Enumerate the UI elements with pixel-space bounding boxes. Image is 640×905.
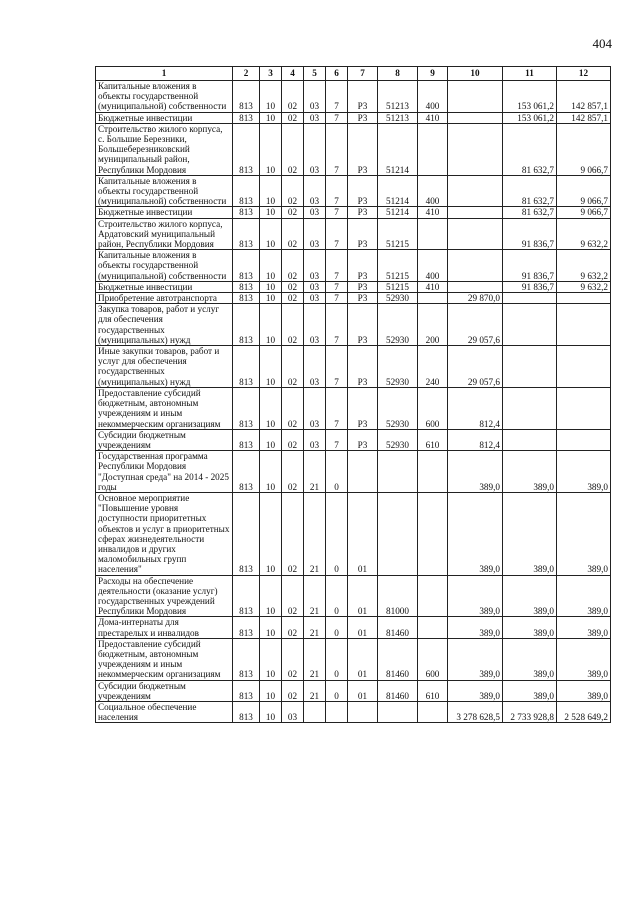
- table-row: [96, 701, 611, 722]
- cell-program: 03: [304, 123, 326, 175]
- cell-direction: 52930: [378, 293, 418, 304]
- cell-direction: 81460: [378, 638, 418, 680]
- cell-amount-3: 389,0: [557, 575, 611, 617]
- cell-subsection: 02: [282, 218, 304, 250]
- cell-section: 10: [260, 492, 282, 575]
- cell-subsection: 02: [282, 492, 304, 575]
- cell-amount-3: 9 066,7: [557, 123, 611, 175]
- cell-amount-1: [448, 81, 503, 113]
- cell-amount-2: [503, 346, 557, 388]
- cell-amount-1: 29 057,6: [448, 304, 503, 346]
- cell-expense-type: [418, 617, 448, 638]
- row-description: Расходы на обеспечение деятельности (оказание услуг) государственных учреждений Республики Мордовия: [96, 575, 233, 617]
- cell-section: 10: [260, 451, 282, 493]
- cell-amount-3: 389,0: [557, 492, 611, 575]
- cell-direction: 51214: [378, 123, 418, 175]
- cell-ministry-code: 813: [233, 250, 260, 282]
- cell-event: 01: [348, 638, 378, 680]
- cell-direction: 51215: [378, 250, 418, 282]
- cell-section: 10: [260, 207, 282, 218]
- cell-amount-3: 142 857,1: [557, 81, 611, 113]
- cell-amount-2: [503, 293, 557, 304]
- cell-amount-1: [448, 218, 503, 250]
- header-cell: 6: [326, 67, 348, 81]
- cell-expense-type: 200: [418, 304, 448, 346]
- row-description: Приобретение автотранспорта: [96, 293, 233, 304]
- row-description: Бюджетные инвестиции: [96, 112, 233, 123]
- table-row: [96, 346, 611, 388]
- cell-subprogram: 7: [326, 218, 348, 250]
- cell-amount-2: 2 733 928,8: [503, 701, 557, 722]
- cell-expense-type: 600: [418, 387, 448, 429]
- cell-amount-2: [503, 387, 557, 429]
- cell-subprogram: 7: [326, 112, 348, 123]
- cell-section: 10: [260, 112, 282, 123]
- cell-amount-1: 812,4: [448, 387, 503, 429]
- row-description: Субсидии бюджетным учреждениям: [96, 680, 233, 701]
- table-row: [96, 680, 611, 701]
- cell-amount-1: 389,0: [448, 638, 503, 680]
- cell-subsection: 02: [282, 429, 304, 450]
- cell-amount-3: 9 066,7: [557, 207, 611, 218]
- cell-amount-2: 389,0: [503, 680, 557, 701]
- cell-direction: 51213: [378, 112, 418, 123]
- row-description: Дома-интернаты для престарелых и инвалидов: [96, 617, 233, 638]
- cell-ministry-code: 813: [233, 617, 260, 638]
- cell-ministry-code: 813: [233, 575, 260, 617]
- cell-subprogram: 7: [326, 304, 348, 346]
- cell-ministry-code: 813: [233, 492, 260, 575]
- cell-program: 03: [304, 346, 326, 388]
- cell-amount-2: 389,0: [503, 617, 557, 638]
- cell-section: 10: [260, 218, 282, 250]
- cell-ministry-code: 813: [233, 123, 260, 175]
- header-cell: 12: [557, 67, 611, 81]
- cell-event: [348, 451, 378, 493]
- cell-program: 03: [304, 218, 326, 250]
- cell-amount-1: 3 278 628,5: [448, 701, 503, 722]
- cell-amount-3: 142 857,1: [557, 112, 611, 123]
- cell-section: 10: [260, 304, 282, 346]
- header-row: [96, 67, 611, 81]
- table-row: [96, 123, 611, 175]
- cell-program: 03: [304, 304, 326, 346]
- cell-program: 03: [304, 429, 326, 450]
- cell-subsection: 02: [282, 123, 304, 175]
- cell-expense-type: 400: [418, 175, 448, 207]
- cell-ministry-code: 813: [233, 701, 260, 722]
- row-description: Предоставление субсидий бюджетным, автономным учреждениям и иным некоммерческим организациям: [96, 387, 233, 429]
- cell-subsection: 02: [282, 207, 304, 218]
- cell-section: 10: [260, 250, 282, 282]
- cell-subsection: 02: [282, 638, 304, 680]
- header-cell: 1: [96, 67, 233, 81]
- table-row: [96, 207, 611, 218]
- row-description: Иные закупки товаров, работ и услуг для обеспечения государственных (муниципальных) нужд: [96, 346, 233, 388]
- cell-amount-3: 9 632,2: [557, 218, 611, 250]
- cell-amount-1: 29 870,0: [448, 293, 503, 304]
- cell-section: 10: [260, 175, 282, 207]
- cell-direction: 51215: [378, 281, 418, 292]
- cell-section: 10: [260, 281, 282, 292]
- row-description: Предоставление субсидий бюджетным, автономным учреждениям и иным некоммерческим организациям: [96, 638, 233, 680]
- header-cell: 8: [378, 67, 418, 81]
- cell-subsection: 02: [282, 617, 304, 638]
- cell-amount-2: 81 632,7: [503, 207, 557, 218]
- cell-program: 21: [304, 638, 326, 680]
- cell-subprogram: 7: [326, 387, 348, 429]
- cell-expense-type: [418, 451, 448, 493]
- table-row: [96, 492, 611, 575]
- table-row: [96, 293, 611, 304]
- cell-direction: 81460: [378, 617, 418, 638]
- cell-section: 10: [260, 293, 282, 304]
- cell-subprogram: 0: [326, 492, 348, 575]
- cell-amount-1: 389,0: [448, 492, 503, 575]
- cell-expense-type: 410: [418, 207, 448, 218]
- cell-expense-type: 240: [418, 346, 448, 388]
- cell-amount-1: 389,0: [448, 451, 503, 493]
- cell-event: 01: [348, 492, 378, 575]
- cell-event: Р3: [348, 175, 378, 207]
- cell-expense-type: 610: [418, 429, 448, 450]
- cell-ministry-code: 813: [233, 304, 260, 346]
- cell-subprogram: 7: [326, 346, 348, 388]
- cell-program: 03: [304, 81, 326, 113]
- cell-expense-type: [418, 492, 448, 575]
- cell-section: 10: [260, 617, 282, 638]
- cell-subsection: 02: [282, 250, 304, 282]
- cell-section: 10: [260, 429, 282, 450]
- cell-amount-2: 91 836,7: [503, 250, 557, 282]
- row-description: Капитальные вложения в объекты государственной (муниципальной) собственности: [96, 81, 233, 113]
- cell-program: 03: [304, 293, 326, 304]
- cell-subprogram: 7: [326, 293, 348, 304]
- cell-ministry-code: 813: [233, 429, 260, 450]
- cell-ministry-code: 813: [233, 638, 260, 680]
- cell-event: 01: [348, 575, 378, 617]
- header-cell: 5: [304, 67, 326, 81]
- cell-event: Р3: [348, 293, 378, 304]
- cell-direction: 52930: [378, 304, 418, 346]
- cell-section: 10: [260, 346, 282, 388]
- row-description: Бюджетные инвестиции: [96, 281, 233, 292]
- cell-event: 01: [348, 680, 378, 701]
- cell-direction: [378, 492, 418, 575]
- header-cell: 3: [260, 67, 282, 81]
- cell-ministry-code: 813: [233, 293, 260, 304]
- cell-ministry-code: 813: [233, 81, 260, 113]
- cell-program: 21: [304, 451, 326, 493]
- table-row: [96, 451, 611, 493]
- cell-event: [348, 701, 378, 722]
- cell-amount-2: 153 061,2: [503, 112, 557, 123]
- cell-subsection: 02: [282, 680, 304, 701]
- cell-amount-3: 9 632,2: [557, 281, 611, 292]
- cell-subprogram: 7: [326, 207, 348, 218]
- cell-subsection: 02: [282, 281, 304, 292]
- cell-direction: 52930: [378, 387, 418, 429]
- cell-ministry-code: 813: [233, 387, 260, 429]
- cell-event: 01: [348, 617, 378, 638]
- header-cell: 2: [233, 67, 260, 81]
- cell-direction: 51213: [378, 81, 418, 113]
- header-cell: 9: [418, 67, 448, 81]
- cell-subprogram: 7: [326, 123, 348, 175]
- cell-section: 10: [260, 701, 282, 722]
- cell-amount-2: 389,0: [503, 451, 557, 493]
- cell-subprogram: 7: [326, 81, 348, 113]
- page-number: 404: [592, 36, 612, 51]
- cell-ministry-code: 813: [233, 451, 260, 493]
- cell-direction: 52930: [378, 346, 418, 388]
- cell-event: Р3: [348, 429, 378, 450]
- cell-event: Р3: [348, 387, 378, 429]
- cell-event: Р3: [348, 250, 378, 282]
- cell-subsection: 02: [282, 387, 304, 429]
- cell-subprogram: 7: [326, 281, 348, 292]
- header-cell: 7: [348, 67, 378, 81]
- row-description: Бюджетные инвестиции: [96, 207, 233, 218]
- cell-subsection: 02: [282, 293, 304, 304]
- cell-ministry-code: 813: [233, 112, 260, 123]
- cell-expense-type: 400: [418, 250, 448, 282]
- cell-expense-type: 600: [418, 638, 448, 680]
- cell-amount-1: 29 057,6: [448, 346, 503, 388]
- cell-expense-type: 400: [418, 81, 448, 113]
- cell-amount-2: 389,0: [503, 638, 557, 680]
- cell-amount-1: [448, 250, 503, 282]
- cell-expense-type: [418, 701, 448, 722]
- cell-event: Р3: [348, 304, 378, 346]
- cell-amount-3: [557, 429, 611, 450]
- cell-subprogram: 0: [326, 680, 348, 701]
- cell-amount-1: 812,4: [448, 429, 503, 450]
- table-row: [96, 218, 611, 250]
- cell-section: 10: [260, 638, 282, 680]
- cell-amount-2: 389,0: [503, 575, 557, 617]
- cell-subsection: 03: [282, 701, 304, 722]
- cell-amount-2: 81 632,7: [503, 123, 557, 175]
- row-description: Капитальные вложения в объекты государственной (муниципальной) собственности: [96, 175, 233, 207]
- cell-program: 03: [304, 281, 326, 292]
- table-row: [96, 638, 611, 680]
- cell-direction: 52930: [378, 429, 418, 450]
- cell-event: Р3: [348, 112, 378, 123]
- cell-subsection: 02: [282, 451, 304, 493]
- cell-amount-3: [557, 293, 611, 304]
- cell-amount-2: 81 632,7: [503, 175, 557, 207]
- cell-amount-2: 91 836,7: [503, 218, 557, 250]
- cell-section: 10: [260, 575, 282, 617]
- table-row: [96, 175, 611, 207]
- cell-direction: 51215: [378, 218, 418, 250]
- cell-program: 21: [304, 617, 326, 638]
- cell-section: 10: [260, 123, 282, 175]
- cell-amount-1: [448, 175, 503, 207]
- row-description: Закупка товаров, работ и услуг для обеспечения государственных (муниципальных) нужд: [96, 304, 233, 346]
- cell-expense-type: [418, 218, 448, 250]
- cell-subprogram: 0: [326, 575, 348, 617]
- table-row: [96, 250, 611, 282]
- cell-program: 03: [304, 250, 326, 282]
- cell-program: 03: [304, 112, 326, 123]
- cell-subprogram: 0: [326, 638, 348, 680]
- cell-subsection: 02: [282, 304, 304, 346]
- table-row: [96, 387, 611, 429]
- cell-ministry-code: 813: [233, 281, 260, 292]
- cell-amount-1: 389,0: [448, 575, 503, 617]
- cell-expense-type: 410: [418, 281, 448, 292]
- cell-amount-3: 9 066,7: [557, 175, 611, 207]
- cell-amount-3: 9 632,2: [557, 250, 611, 282]
- row-description: Государственная программа Республики Мордовия "Доступная среда" на 2014 - 2025 годы: [96, 451, 233, 493]
- header-cell: 11: [503, 67, 557, 81]
- cell-subprogram: 7: [326, 250, 348, 282]
- table-row: [96, 304, 611, 346]
- cell-subprogram: 7: [326, 429, 348, 450]
- cell-amount-1: [448, 281, 503, 292]
- cell-direction: 81000: [378, 575, 418, 617]
- cell-expense-type: 410: [418, 112, 448, 123]
- table-row: [96, 81, 611, 113]
- cell-ministry-code: 813: [233, 346, 260, 388]
- cell-program: 21: [304, 492, 326, 575]
- cell-event: Р3: [348, 207, 378, 218]
- row-description: Субсидии бюджетным учреждениям: [96, 429, 233, 450]
- cell-program: [304, 701, 326, 722]
- cell-program: 21: [304, 680, 326, 701]
- cell-subsection: 02: [282, 175, 304, 207]
- table-row: [96, 575, 611, 617]
- row-description: Строительство жилого корпуса, Ардатовский муниципальный район, Республики Мордовия: [96, 218, 233, 250]
- cell-amount-3: 389,0: [557, 451, 611, 493]
- cell-direction: 51214: [378, 207, 418, 218]
- cell-event: Р3: [348, 346, 378, 388]
- cell-amount-2: 153 061,2: [503, 81, 557, 113]
- cell-expense-type: [418, 575, 448, 617]
- cell-expense-type: [418, 293, 448, 304]
- row-description: Строительство жилого корпуса, с. Большие Березники, Большеберезниковский муниципальный район, Республики Мордовия: [96, 123, 233, 175]
- cell-section: 10: [260, 81, 282, 113]
- cell-event: Р3: [348, 81, 378, 113]
- cell-subprogram: 0: [326, 451, 348, 493]
- cell-direction: [378, 451, 418, 493]
- table-body: [96, 81, 611, 723]
- cell-program: 03: [304, 387, 326, 429]
- cell-program: 03: [304, 175, 326, 207]
- cell-program: 03: [304, 207, 326, 218]
- cell-expense-type: [418, 123, 448, 175]
- cell-expense-type: 610: [418, 680, 448, 701]
- cell-section: 10: [260, 680, 282, 701]
- cell-amount-3: 2 528 649,2: [557, 701, 611, 722]
- cell-amount-2: 389,0: [503, 492, 557, 575]
- cell-ministry-code: 813: [233, 207, 260, 218]
- cell-direction: 81460: [378, 680, 418, 701]
- cell-section: 10: [260, 387, 282, 429]
- cell-amount-1: [448, 207, 503, 218]
- cell-subsection: 02: [282, 81, 304, 113]
- row-description: Социальное обеспечение населения: [96, 701, 233, 722]
- header-cell: 10: [448, 67, 503, 81]
- cell-ministry-code: 813: [233, 680, 260, 701]
- cell-amount-1: [448, 112, 503, 123]
- cell-amount-2: [503, 429, 557, 450]
- table-row: [96, 281, 611, 292]
- cell-amount-3: [557, 387, 611, 429]
- cell-amount-3: [557, 304, 611, 346]
- cell-event: Р3: [348, 123, 378, 175]
- cell-amount-1: 389,0: [448, 617, 503, 638]
- table-row: [96, 112, 611, 123]
- header-cell: 4: [282, 67, 304, 81]
- row-description: Капитальные вложения в объекты государственной (муниципальной) собственности: [96, 250, 233, 282]
- cell-amount-2: 91 836,7: [503, 281, 557, 292]
- cell-program: 21: [304, 575, 326, 617]
- cell-event: Р3: [348, 281, 378, 292]
- cell-subsection: 02: [282, 112, 304, 123]
- row-description: Основное мероприятие "Повышение уровня доступности приоритетных объектов и услуг в приоритетных сферах жизнедеятельности инвалидов и других маломобильных групп населения": [96, 492, 233, 575]
- cell-direction: 51214: [378, 175, 418, 207]
- cell-amount-2: [503, 304, 557, 346]
- budget-table: [95, 66, 611, 723]
- table-row: [96, 429, 611, 450]
- cell-subsection: 02: [282, 346, 304, 388]
- cell-ministry-code: 813: [233, 218, 260, 250]
- cell-amount-3: [557, 346, 611, 388]
- cell-subprogram: [326, 701, 348, 722]
- cell-ministry-code: 813: [233, 175, 260, 207]
- cell-subprogram: 7: [326, 175, 348, 207]
- table-row: [96, 617, 611, 638]
- cell-amount-1: [448, 123, 503, 175]
- cell-subprogram: 0: [326, 617, 348, 638]
- cell-subsection: 02: [282, 575, 304, 617]
- cell-direction: [378, 701, 418, 722]
- cell-event: Р3: [348, 218, 378, 250]
- cell-amount-1: 389,0: [448, 680, 503, 701]
- cell-amount-3: 389,0: [557, 617, 611, 638]
- cell-amount-3: 389,0: [557, 638, 611, 680]
- cell-amount-3: 389,0: [557, 680, 611, 701]
